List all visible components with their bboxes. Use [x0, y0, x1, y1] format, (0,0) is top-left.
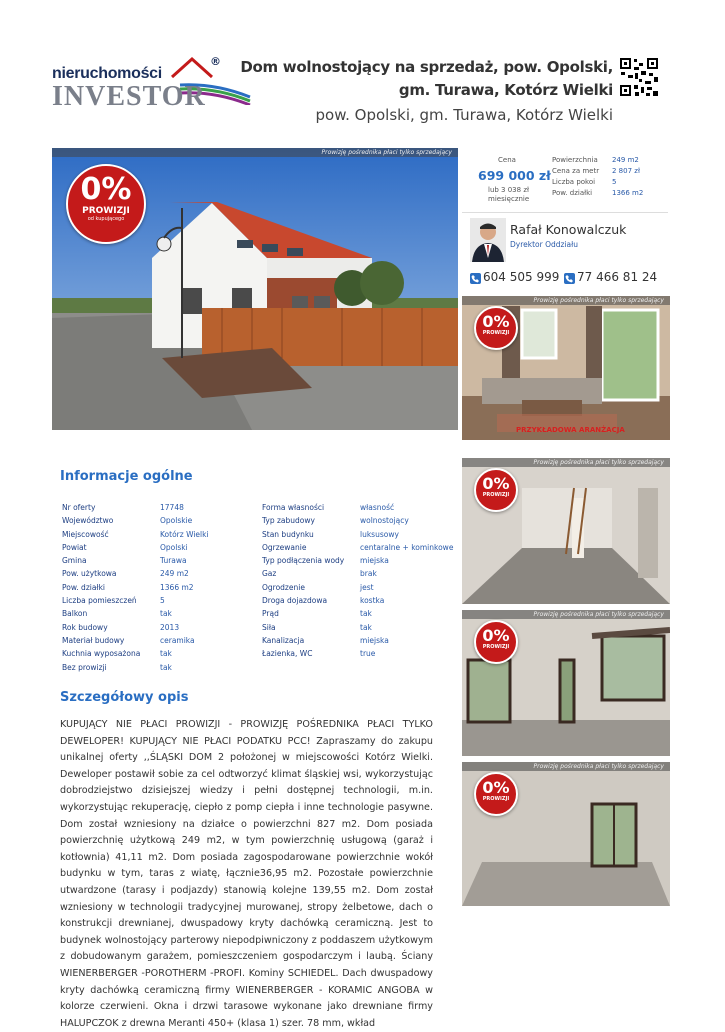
info-value: 2013 — [160, 622, 180, 632]
zero-commission-badge — [66, 164, 146, 244]
info-value: kostka — [360, 596, 385, 606]
info-label: Pow. użytkowa — [62, 569, 117, 579]
zero-commission-badge — [474, 772, 518, 816]
agent-name: Rafał Konowalczuk — [510, 222, 627, 237]
info-table-left — [62, 501, 252, 674]
info-value: tak — [360, 609, 372, 619]
price-monthly-line1: lub 3 038 zł — [488, 186, 529, 194]
info-value: 249 m2 — [160, 569, 189, 579]
info-value: miejska — [360, 556, 389, 566]
info-label: Kanalizacja — [262, 635, 305, 645]
badge-percent: 0% — [482, 626, 510, 645]
info-value: tak — [160, 649, 172, 659]
info-label: Łazienka, WC — [262, 649, 313, 659]
info-label: Gmina — [62, 556, 87, 566]
info-label: Nr oferty — [62, 503, 96, 512]
info-value: jest — [360, 582, 374, 592]
info-row — [62, 607, 252, 620]
side-photo-room-2[interactable] — [462, 762, 670, 906]
badge-label: PROWIZJI — [482, 796, 510, 802]
info-label: Forma własności — [262, 503, 325, 512]
info-value: luksusowy — [360, 529, 399, 539]
info-value: miejska — [360, 635, 389, 645]
badge-percent: 0% — [482, 312, 510, 331]
info-row — [62, 634, 252, 647]
side-photo-living-room[interactable] — [462, 296, 670, 440]
photo-banner: Prowizję pośrednika płaci tylko sprzedający — [462, 762, 670, 771]
price-label: Cena — [498, 156, 516, 164]
logo-text-line1: nieruchomości — [52, 65, 162, 82]
info-row — [262, 514, 457, 527]
info-row — [262, 647, 457, 660]
agent-avatar — [470, 218, 506, 262]
summary-value: 249 m2 — [612, 156, 639, 164]
info-row — [62, 647, 252, 660]
info-row — [262, 567, 457, 580]
summary-label: Powierzchnia — [552, 156, 598, 164]
offer-title-line2: gm. Turawa, Kotórz Wielki — [398, 81, 613, 99]
zero-commission-badge — [474, 468, 518, 512]
info-row — [262, 581, 457, 594]
info-row — [62, 661, 252, 674]
info-row — [262, 541, 457, 554]
info-value: 1366 m2 — [160, 582, 194, 592]
info-row — [62, 581, 252, 594]
info-label: Kuchnia wyposażona — [62, 649, 141, 659]
summary-value: 2 807 zł — [612, 167, 640, 175]
divider — [462, 212, 668, 213]
info-label: Stan budynku — [262, 529, 314, 539]
badge-label: PROWIZJI — [482, 492, 510, 498]
summary-label: Liczba pokoi — [552, 178, 596, 186]
price-box — [462, 152, 668, 212]
price-monthly-line2: miesięcznie — [488, 195, 530, 203]
info-value: Kotórz Wielki — [160, 529, 209, 539]
info-label: Ogrodzenie — [262, 582, 305, 592]
info-label: Rok budowy — [62, 622, 108, 632]
info-label: Typ zabudowy — [262, 516, 315, 526]
photo-banner: Prowizję pośrednika płaci tylko sprzedający — [462, 296, 670, 305]
info-row — [62, 594, 252, 607]
side-photo-room-1[interactable] — [462, 610, 670, 756]
info-row — [62, 541, 252, 554]
photo-banner: Prowizję pośrednika płaci tylko sprzedający — [462, 610, 670, 619]
company-logo — [52, 55, 252, 115]
info-row — [62, 501, 252, 514]
qr-code-icon[interactable] — [619, 57, 659, 97]
info-row — [62, 514, 252, 527]
info-label: Miejscowość — [62, 529, 109, 539]
badge-label: PROWIZJI — [82, 206, 130, 216]
info-value: Turawa — [160, 556, 187, 566]
info-label: Typ podłączenia wody — [262, 556, 345, 566]
summary-row — [552, 156, 668, 167]
info-value: Opolskie — [160, 516, 193, 526]
photo-banner: Prowizję pośrednika płaci tylko sprzedający — [462, 458, 670, 467]
summary-label: Cena za metr — [552, 167, 600, 175]
info-value: Opolski — [160, 542, 188, 552]
summary-row — [552, 178, 668, 189]
phone-icon — [564, 273, 575, 287]
badge-label: PROWIZJI — [482, 330, 510, 336]
info-value: 17748 — [160, 503, 184, 512]
info-row — [62, 621, 252, 634]
summary-value: 5 — [612, 178, 617, 186]
badge-percent: 0% — [482, 778, 510, 797]
info-label: Gaz — [262, 569, 277, 579]
phone-icon — [470, 273, 481, 287]
info-label: Prąd — [262, 609, 279, 619]
agent-card — [462, 214, 668, 266]
badge-percent: 0% — [482, 474, 510, 493]
description-text: KUPUJĄCY NIE PŁACI PROWIZJI - PROWIZJĘ POŚREDNIKA PŁACI TYLKO DEWELOPER! KUPUJĄCY NIE PŁACI PODATKU PCC! Zapraszamy do zakupu unikalnej oferty ,,ŚLĄSKI DOM 2 położonej w miejscowości Kotórz Wielki. Deweloper postawił sobie za cel odtworzyć klimat śląskiej wsi, wykorzystując dobrodziejstwo dzisiejszej wiedzy i pełni dostępnej technologii, m.in. wykorzystując rekuperację, ciepło z pomp ciepła i inne technologie pasywne. Dom został wzniesiony na działce o powierzchni 827 m2. Dom posiada powierzchnię użytkową 249 m2, w tym powierzchnię usługową (garaż i kotłownia) 41,11 m2. Dom posiada zagospodarowane powierzchnie wokół budynku w tym, taras z wiatę, łącznie36,95 m2. Pozostałe powierzchnie utwardzone (tarasy i podjazdy) stanowią kolejne 139,55 m2. Dom został wzniesiony w technologii tradycyjnej murowanej, stropy żelbetowe, dach o konstrukcji drewnianej, dwuspadowy kryty dachówką ceramiczną. Jest to budynek wolnostojący parterowy niepodpiwniczony z poddaszem użytkowym z dobudowanym garażem, pomieszczeniem gospodarczym i laubą. Ściany WIENERBERGER -POROTHERM -PROFI. Kominy SCHIEDEL. Dach dwuspadowy kryty dachówką ceramiczną firmy WIENERBERGER - KORAMIC ANGOBA w kolorze czerwieni. Okna i drzwi tarasowe wykonane jako drewniane firmy HALUPCZOK z drewna Meranti 450+ (klasa 1) szer. 78 mm, wkład — [60, 719, 433, 1029]
phone-number-2[interactable]: 77 466 81 24 — [577, 270, 658, 284]
section-title-description: Szczegółowy opis — [60, 690, 189, 705]
info-value: tak — [160, 609, 172, 619]
info-label: Województwo — [62, 516, 114, 526]
info-label: Siła — [262, 622, 276, 632]
info-label: Powiat — [62, 542, 87, 552]
summary-row — [552, 189, 668, 200]
info-value: brak — [360, 569, 377, 579]
info-label: Ogrzewanie — [262, 542, 307, 552]
badge-percent: 0% — [80, 172, 132, 207]
photo-caption: PRZYKŁADOWA ARANŻACJA — [516, 426, 625, 434]
info-value: 5 — [160, 596, 165, 606]
info-value: ceramika — [160, 635, 195, 645]
info-row — [262, 528, 457, 541]
info-row — [62, 567, 252, 580]
price-value: 699 000 zł — [478, 168, 551, 183]
info-row — [262, 634, 457, 647]
info-value: tak — [160, 662, 172, 672]
info-label: Pow. działki — [62, 582, 105, 592]
info-value: własność — [360, 503, 395, 512]
summary-list — [552, 156, 668, 200]
info-value: tak — [360, 622, 372, 632]
info-value: centaralne + kominkowe — [360, 542, 454, 552]
info-table-right — [262, 501, 457, 661]
info-label: Liczba pomieszczeń — [62, 596, 137, 606]
info-label: Balkon — [62, 609, 88, 619]
photo-banner: Prowizję pośrednika płaci tylko sprzedający — [52, 148, 458, 157]
summary-label: Pow. działki — [552, 189, 593, 197]
offer-title-line1: Dom wolnostojący na sprzedaż, pow. Opolski, — [240, 58, 613, 76]
info-row — [62, 528, 252, 541]
phone-number-1[interactable]: 604 505 999 — [483, 270, 560, 284]
info-row — [262, 501, 457, 514]
side-photo-hallway[interactable] — [462, 458, 670, 604]
badge-sub: od kupującego — [87, 216, 125, 222]
summary-row — [552, 167, 668, 178]
info-value: true — [360, 649, 376, 659]
section-title-info: Informacje ogólne — [60, 469, 193, 484]
info-label: Bez prowizji — [62, 662, 107, 672]
info-value: wolnostojący — [360, 516, 409, 526]
badge-label: PROWIZJI — [482, 644, 510, 650]
main-house-photo[interactable] — [52, 148, 458, 430]
zero-commission-badge — [474, 306, 518, 350]
info-row — [262, 607, 457, 620]
summary-value: 1366 m2 — [612, 189, 644, 197]
info-label: Materiał budowy — [62, 635, 125, 645]
agent-role: Dyrektor Oddziału — [510, 240, 579, 249]
registered-mark: ® — [210, 55, 221, 68]
info-row — [62, 554, 252, 567]
zero-commission-badge — [474, 620, 518, 664]
info-row — [262, 621, 457, 634]
info-row — [262, 594, 457, 607]
info-label: Droga dojazdowa — [262, 596, 328, 606]
logo-text-line2: INVESTOR — [52, 81, 206, 112]
info-row — [262, 554, 457, 567]
offer-location: pow. Opolski, gm. Turawa, Kotórz Wielki — [315, 106, 613, 124]
